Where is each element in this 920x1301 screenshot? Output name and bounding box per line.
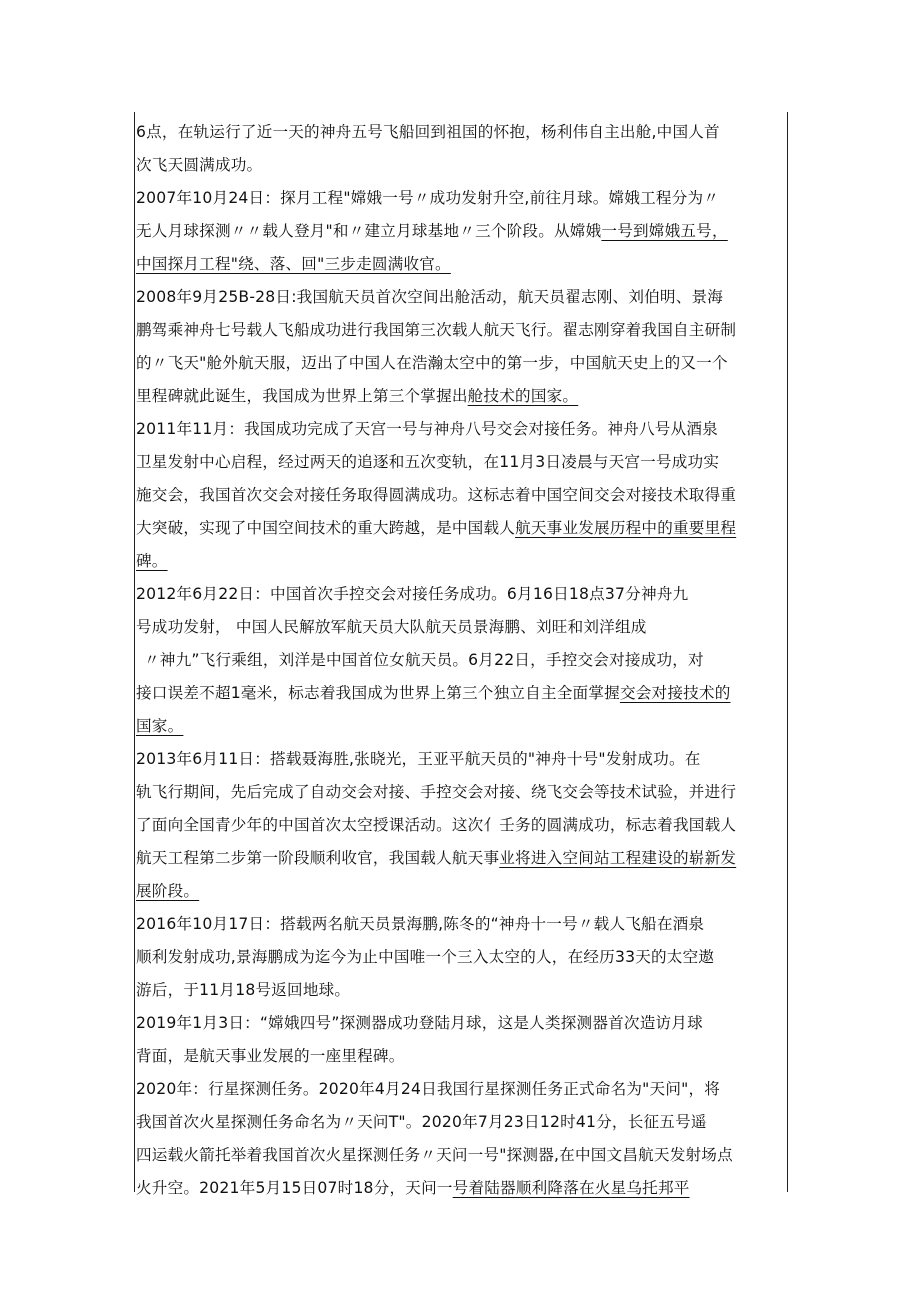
line-text: 火升空。2021年5月15日07时18分，天问一 xyxy=(136,1179,453,1197)
text-line xyxy=(136,710,788,743)
text-line xyxy=(136,974,788,1007)
underlined-text: 展阶段。 xyxy=(136,882,200,900)
line-text: 2011年11月：我国成功完成了天宫一号与神舟八号交会对接任务。神舟八号从酒泉 xyxy=(136,420,718,438)
text-line xyxy=(136,941,788,974)
underlined-text: 业将进入空间站工程建设的崭新发 xyxy=(499,849,737,867)
text-line xyxy=(136,743,788,776)
line-text: 2016年10月17日：搭载两名航天员景海鹏,陈冬的“神舟十一号〃载人飞船在酒泉 xyxy=(136,915,705,933)
underlined-text: 舱技术的国家。 xyxy=(467,387,579,405)
text-line xyxy=(136,1073,788,1106)
line-text: 了面向全国青少年的中国首次太空授课活动。这次亻壬务的圆满成功，标志着我国载人 xyxy=(136,816,737,834)
text-line xyxy=(136,116,788,149)
line-text: 2019年1月3日：“嫦娥四号”探测器成功登陆月球，这是人类探测器首次造访月球 xyxy=(136,1014,703,1032)
text-line xyxy=(136,1172,788,1205)
line-text: 〃神九”飞行乘组，刘洋是中国首位女航天员。6月22日，手控交会对接成功，对 xyxy=(144,651,704,669)
text-line xyxy=(136,1040,788,1073)
underlined-text: 一号到嫦娥五号， xyxy=(601,222,728,240)
line-text: 鹏驾乘神舟七号载人飞船成功进行我国第三次载人航天飞行。翟志刚穿着我国自主研制 xyxy=(136,321,737,339)
line-text: 2007年10月24日：探月工程"嫦娥一号〃成功发射升空,前往月球。嫦娥工程分为〃 xyxy=(136,189,720,207)
line-text: 四运载火箭托举着我国首次火星探测任务〃天问一号"探测器,在中国文昌航天发射场点 xyxy=(136,1146,733,1164)
text-line xyxy=(136,479,788,512)
text-line xyxy=(136,875,788,908)
line-text: 接口误差不超1毫米，标志着我国成为世界上第三个独立自主全面掌握 xyxy=(136,684,620,702)
line-text: 里程碑就此诞生，我国成为世界上第三个掌握出 xyxy=(136,387,468,405)
text-line xyxy=(136,677,788,710)
text-line xyxy=(136,512,788,545)
text-line xyxy=(136,413,788,446)
line-text: 2012年6月22日：中国首次手控交会对接任务成功。6月16日18点37分神舟九 xyxy=(136,585,689,603)
line-text: 2013年6月11日：搭载聂海胜,张晓光，王亚平航天员的"神舟十号"发射成功。在 xyxy=(136,750,701,768)
text-line xyxy=(136,545,788,578)
underlined-text: 号着陆器顺利降落在火星乌托邦平 xyxy=(452,1179,690,1197)
line-text: 的〃飞天"舱外航天服，迈出了中国人在浩瀚太空中的第一步，中国航天史上的又一个 xyxy=(136,354,728,372)
line-text: 航天工程第二步第一阶段顺利收官，我国载人航天事 xyxy=(136,849,500,867)
underlined-text: 航天事业发展历程中的重要里程 xyxy=(515,519,737,537)
text-line xyxy=(136,149,788,182)
text-line xyxy=(136,908,788,941)
underlined-text: 交会对接技术的 xyxy=(619,684,731,702)
text-line xyxy=(136,776,788,809)
text-line xyxy=(136,215,788,248)
text-line xyxy=(136,446,788,479)
line-text: 轨飞行期间，先后完成了自动交会对接、手控交会对接、绕飞交会等技术试验，并进行 xyxy=(136,783,737,801)
text-line xyxy=(136,1007,788,1040)
text-line xyxy=(136,611,788,644)
line-text: 无人月球探测〃〃载人登月"和〃建立月球基地〃三个阶段。从嫦娥 xyxy=(136,222,602,240)
line-text: 施交会，我国首次交会对接任务取得圆满成功。这标志着中国空间交会对接技术取得重 xyxy=(136,486,737,504)
text-line xyxy=(136,809,788,842)
line-text: 2020年：行星探测任务。2020年4月24日我国行星探测任务正式命名为"天问"，将 xyxy=(136,1080,721,1098)
table-left-border xyxy=(134,112,135,1192)
underlined-text: 碑。 xyxy=(136,552,168,570)
text-line xyxy=(136,842,788,875)
text-line xyxy=(136,1139,788,1172)
text-line xyxy=(136,347,788,380)
text-line xyxy=(136,380,788,413)
line-text: 2008年9月25B-28日:我国航天员首次空间出舱活动，航天员翟志刚、刘伯明、景海 xyxy=(136,288,724,306)
line-text: 顺利发射成功,景海鹏成为迄今为止中国唯一个三入太空的人，在经历33天的太空遨 xyxy=(136,948,715,966)
text-line xyxy=(136,578,788,611)
line-text: 大突破，实现了中国空间技术的重大跨越，是中国载人 xyxy=(136,519,516,537)
text-line xyxy=(136,182,788,215)
line-text: 6点，在轨运行了近一天的神舟五号飞船回到祖国的怀抱，杨利伟自主出舱,中国人首 xyxy=(136,123,720,141)
line-text: 我国首次火星探测任务命名为〃天问T"。2020年7月23日12时41分，长征五号遥 xyxy=(136,1113,707,1131)
line-text: 卫星发射中心启程，经过两天的追逐和五次变轨，在11月3日凌晨与天宫一号成功实 xyxy=(136,453,720,471)
text-line xyxy=(136,1106,788,1139)
underlined-text: 国家。 xyxy=(136,717,184,735)
document-body xyxy=(136,116,788,1205)
line-text: 游后，于11月18号返回地球。 xyxy=(136,981,351,999)
text-line xyxy=(136,314,788,347)
line-text: 号成功发射， 中国人民解放军航天员大队航天员景海鹏、刘旺和刘洋组成 xyxy=(136,618,647,636)
text-line xyxy=(136,281,788,314)
text-line xyxy=(136,248,788,281)
line-text: 次飞天圆满成功。 xyxy=(136,156,263,174)
text-line xyxy=(136,644,788,677)
line-text: 背面，是航天事业发展的一座里程碑。 xyxy=(136,1047,405,1065)
underlined-text: 中国探月工程"绕、落、回"三步走圆满收官。 xyxy=(136,255,451,273)
